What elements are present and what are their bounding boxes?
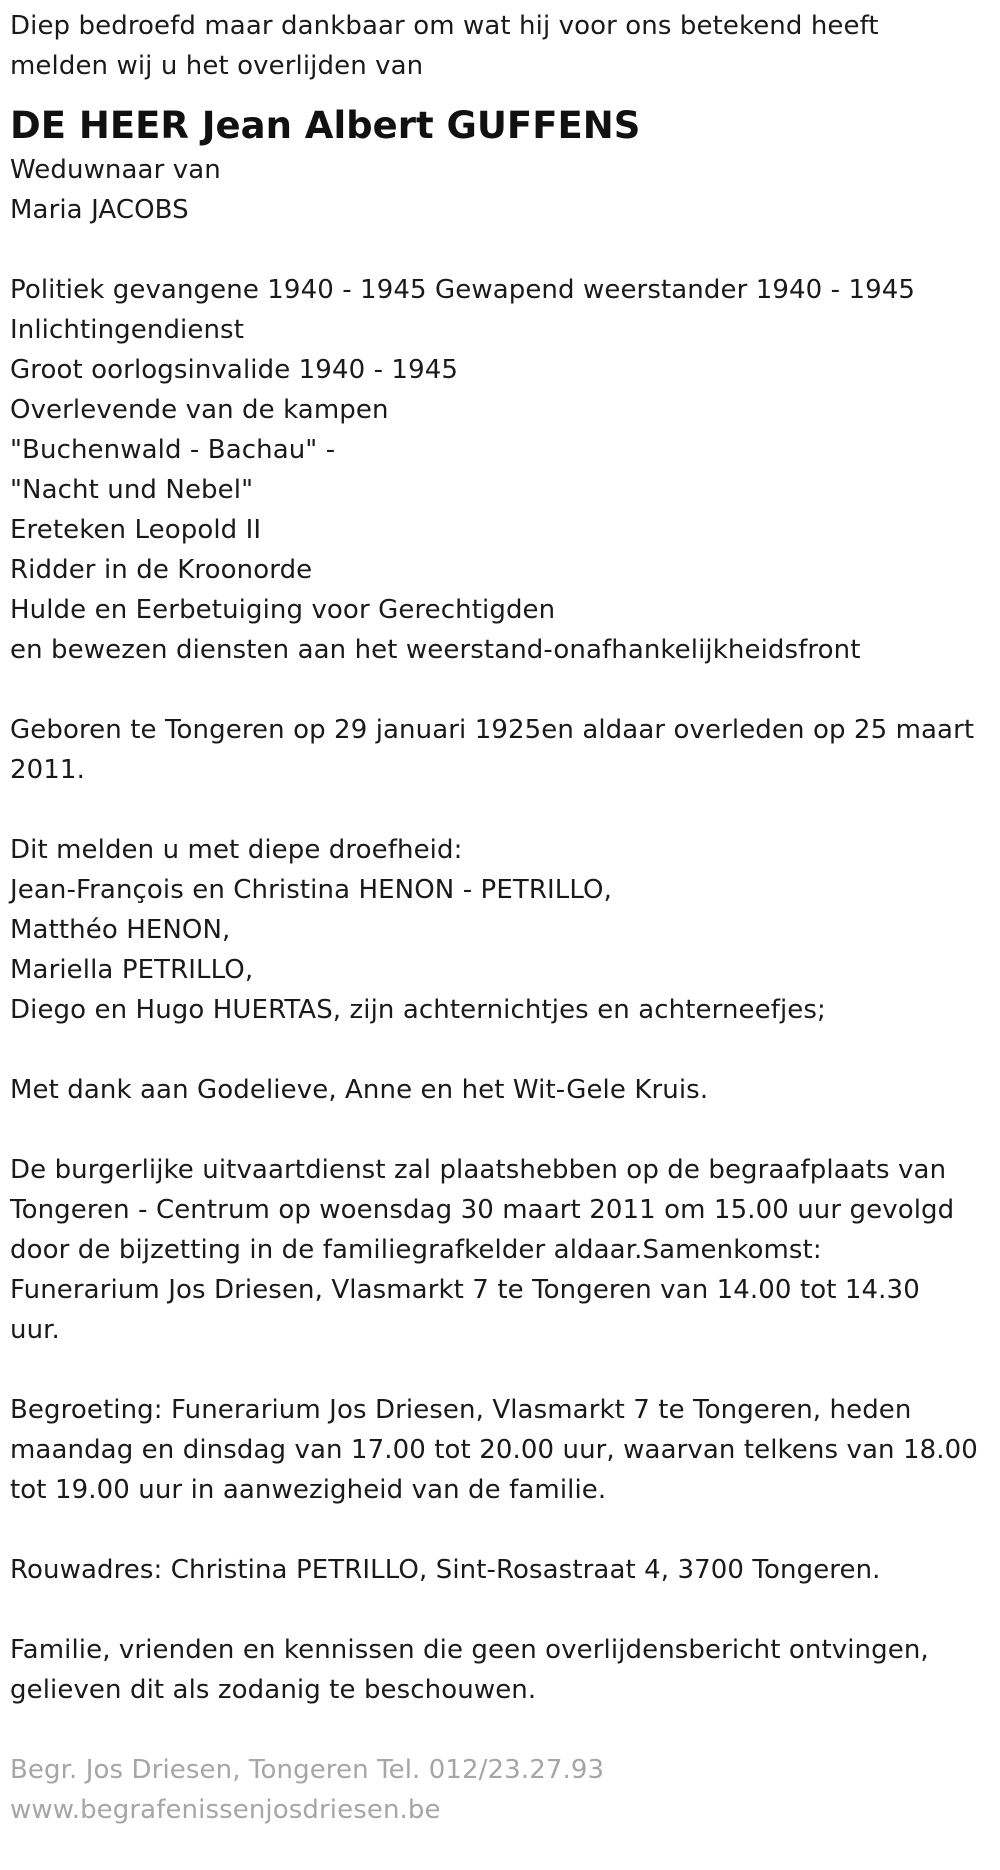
honour-item: Hulde en Eerbetuiging voor Gerechtigden — [10, 595, 556, 625]
paragraph-line: Tongeren - Centrum op woensdag 30 maart 2011 om 15.00 uur gevolgd — [10, 1195, 955, 1225]
honour-item: Inlichtingendienst — [10, 315, 244, 345]
spacer — [10, 1350, 990, 1390]
honour-item: "Buchenwald - Bachau" - — [10, 435, 336, 465]
spacer — [10, 230, 990, 270]
paragraph-line: gelieven dit als zodanig te beschouwen. — [10, 1675, 537, 1705]
intro-line: Diep bedroefd maar dankbaar om wat hij voor ons betekend heeft — [10, 11, 879, 41]
honours-list — [10, 270, 990, 670]
paragraph-line: De burgerlijke uitvaartdienst zal plaatshebben op de begraafplaats van — [10, 1155, 947, 1185]
intro-line: melden wij u het overlijden van — [10, 51, 424, 81]
spacer — [10, 1710, 990, 1750]
paragraph-line: Familie, vrienden en kennissen die geen overlijdensbericht ontvingen, — [10, 1635, 929, 1665]
paragraph-line: uur. — [10, 1315, 60, 1345]
honour-item: en bewezen diensten aan het weerstand-onafhankelijkheidsfront — [10, 635, 861, 665]
paragraph-line: Geboren te Tongeren op 29 januari 1925en aldaar overleden op 25 maart — [10, 715, 975, 745]
spacer — [10, 1110, 990, 1150]
family-member: Mariella PETRILLO, — [10, 955, 254, 985]
paragraph-line: Funerarium Jos Driesen, Vlasmarkt 7 te Tongeren van 14.00 tot 14.30 — [10, 1275, 920, 1305]
spacer — [10, 1030, 990, 1070]
family-member: Diego en Hugo HUERTAS, zijn achternichtjes en achterneefjes; — [10, 995, 826, 1025]
spacer — [10, 1590, 990, 1630]
family-intro: Dit melden u met diepe droefheid: — [10, 835, 463, 865]
family-list — [10, 830, 990, 1030]
family-member: Matthéo HENON, — [10, 915, 231, 945]
paragraph-line: Rouwadres: Christina PETRILLO, Sint-Rosastraat 4, 3700 Tongeren. — [10, 1555, 881, 1585]
spacer — [10, 1510, 990, 1550]
honour-item: Ridder in de Kroonorde — [10, 555, 313, 585]
funeral-home-contact: Begr. Jos Driesen, Tongeren Tel. 012/23.27.93 — [10, 1755, 605, 1785]
funeral-home-footer — [10, 1750, 990, 1830]
paragraph-line: maandag en dinsdag van 17.00 tot 20.00 uur, waarvan telkens van 18.00 — [10, 1435, 978, 1465]
service-paragraph — [10, 1150, 990, 1350]
honour-item: "Nacht und Nebel" — [10, 475, 254, 505]
family-member: Jean-François en Christina HENON - PETRILLO, — [10, 875, 612, 905]
paragraph-line: Begroeting: Funerarium Jos Driesen, Vlasmarkt 7 te Tongeren, heden — [10, 1395, 912, 1425]
thanks-paragraph — [10, 1070, 990, 1110]
spacer — [10, 790, 990, 830]
paragraph-line: door de bijzetting in de familiegrafkelder aldaar.Samenkomst: — [10, 1235, 822, 1265]
spacer — [10, 670, 990, 710]
mourning-address — [10, 1550, 990, 1590]
honour-item: Overlevende van de kampen — [10, 395, 389, 425]
paragraph-line: tot 19.00 uur in aanwezigheid van de familie. — [10, 1475, 607, 1505]
deceased-name: DE HEER Jean Albert GUFFENS — [10, 104, 641, 147]
visitation-paragraph — [10, 1390, 990, 1510]
spouse-block — [10, 150, 990, 230]
intro-text — [10, 6, 990, 86]
honour-item: Politiek gevangene 1940 - 1945 Gewapend weerstander 1940 - 1945 — [10, 275, 916, 305]
honour-item: Groot oorlogsinvalide 1940 - 1945 — [10, 355, 459, 385]
birth-death-paragraph — [10, 710, 990, 790]
closing-paragraph — [10, 1630, 990, 1710]
paragraph-line: Met dank aan Godelieve, Anne en het Wit-Gele Kruis. — [10, 1075, 709, 1105]
spouse-name: Maria JACOBS — [10, 195, 189, 225]
spouse-label: Weduwnaar van — [10, 155, 221, 185]
honour-item: Ereteken Leopold II — [10, 515, 262, 545]
funeral-home-website[interactable]: www.begrafenissenjosdriesen.be — [10, 1795, 441, 1825]
paragraph-line: 2011. — [10, 755, 85, 785]
